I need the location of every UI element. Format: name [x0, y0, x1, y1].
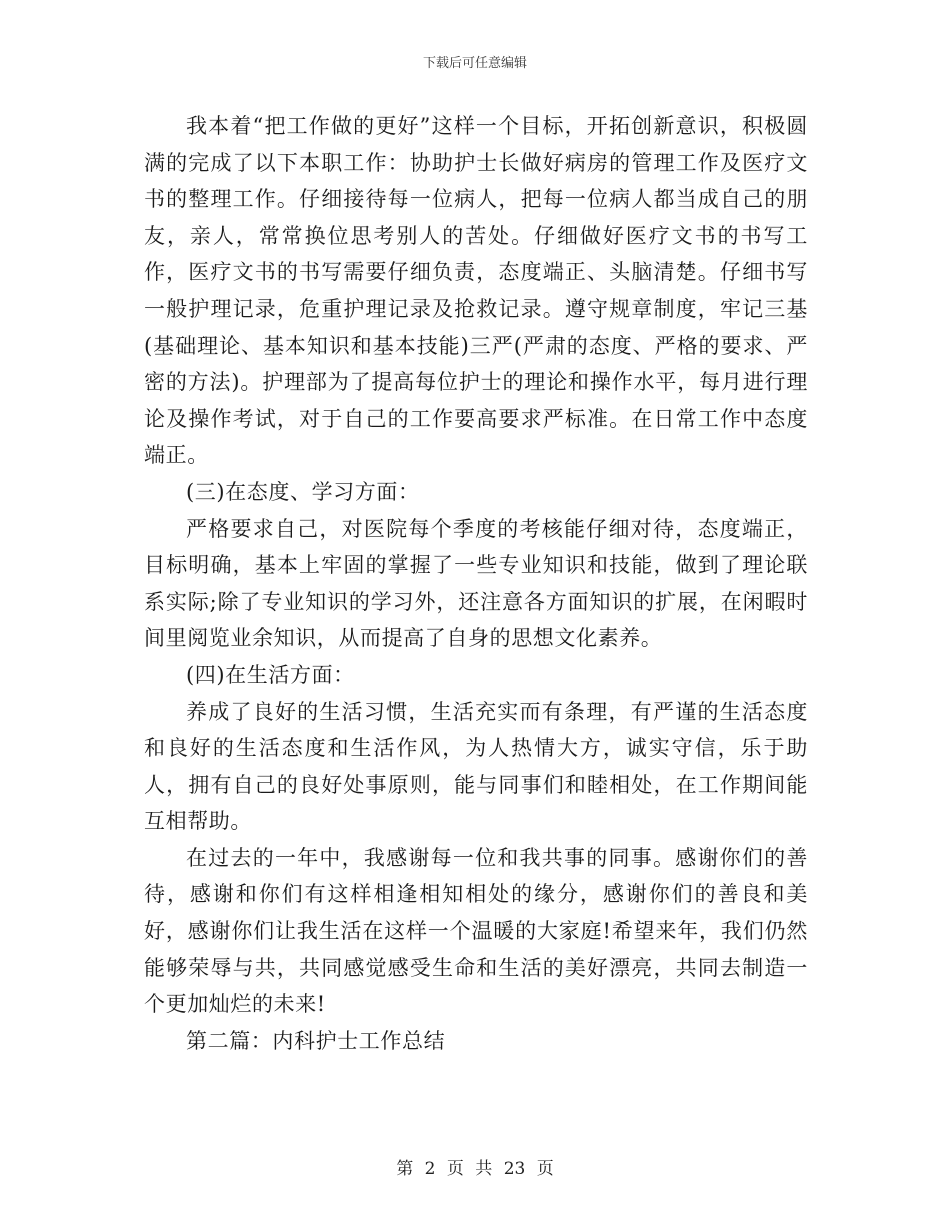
document-body [144, 108, 808, 1059]
paragraph-attitude-study: 严格要求自己，对医院每个季度的考核能仔细对待，态度端正，目标明确，基本上牢固的掌握了一些专业知识和技能，做到了理论联系实际;除了专业知识的学习外，还注意各方面知识的扩展，在闲暇时间里阅览业余知识，从而提高了自身的思想文化素养。 [144, 516, 808, 651]
paragraph-thanks: 在过去的一年中，我感谢每一位和我共事的同事。感谢你们的善待，感谢和你们有这样相逢相知相处的缘分，感谢你们的善良和美好，感谢你们让我生活在这样一个温暖的大家庭!希望来年，我们仍然能够荣辱与共，共同感觉感受生命和生活的美好漂亮，共同去制造一个更加灿烂的未来! [144, 845, 808, 1017]
page-number-footer: 第 2 页 共 23 页 [396, 1159, 554, 1179]
page-header-note: 下载后可任意编辑 [422, 56, 527, 71]
section-heading-attitude-study: (三)在态度、学习方面： [186, 479, 420, 504]
section-heading-life: (四)在生活方面： [186, 662, 355, 687]
paragraph-work-duties: 我本着“把工作做的更好”这样一个目标，开拓创新意识，积极圆满的完成了以下本职工作：协助护士长做好病房的管理工作及医疗文书的整理工作。仔细接待每一位病人，把每一位病人都当成自己的朋友，亲人，常常换位思考别人的苦处。仔细做好医疗文书的书写工作，医疗文书的书写需要仔细负责，态度端正、头脑清楚。仔细书写一般护理记录，危重护理记录及抢救记录。遵守规章制度，牢记三基(基础理论、基本知识和基本技能)三严(严肃的态度、严格的要求、严密的方法)。护理部为了提高每位护士的理论和操作水平，每月进行理论及操作考试，对于自己的工作要高要求严标准。在日常工作中态度端正。 [144, 114, 808, 468]
chapter-title-second: 第二篇：内科护士工作总结 [186, 1028, 446, 1053]
paragraph-life: 养成了良好的生活习惯，生活充实而有条理，有严谨的生活态度和良好的生活态度和生活作风，为人热情大方，诚实守信，乐于助人，拥有自己的良好处事原则，能与同事们和睦相处，在工作期间能互相帮助。 [144, 699, 808, 834]
